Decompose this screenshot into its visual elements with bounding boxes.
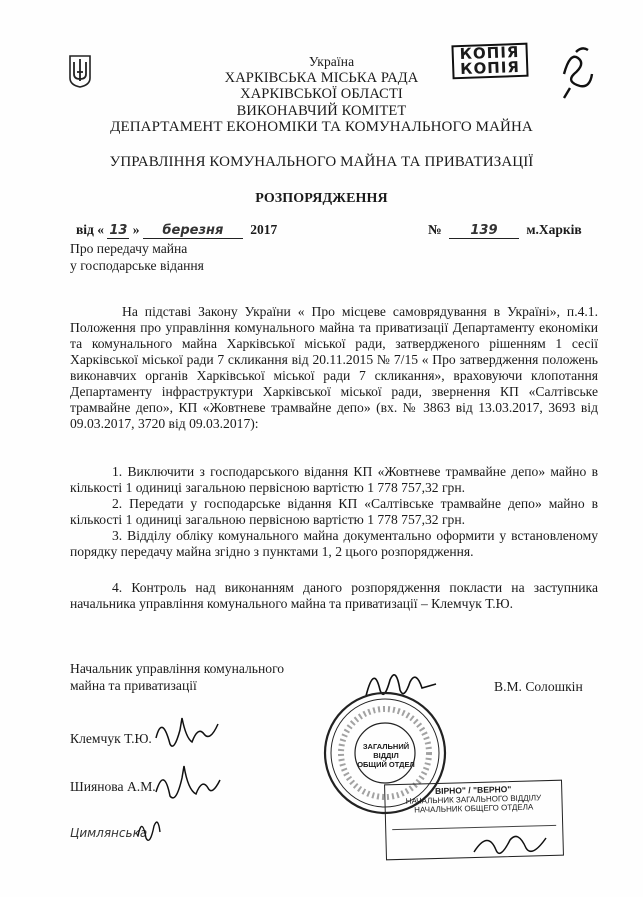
round-stamp-line3: ОБЩИЙ ОТДЕЛ — [357, 760, 415, 769]
date-prefix: від « — [76, 222, 104, 237]
header-division: УПРАВЛІННЯ КОМУНАЛЬНОГО МАЙНА ТА ПРИВАТИЗАЦІЇ — [109, 154, 534, 170]
verified-stamp-line2: НАЧАЛЬНИК ЗАГАЛЬНОГО ВІДДІЛУ — [405, 793, 542, 806]
copy-stamp-line2: КОПІЯ — [459, 57, 521, 79]
round-stamp-line1: ЗАГАЛЬНИЙ — [362, 742, 410, 751]
document-type-title: РОЗПОРЯДЖЕННЯ — [255, 191, 388, 206]
signature-position-line1: Начальник управління комунального — [70, 661, 285, 676]
klemchuk-signature-icon — [152, 708, 222, 754]
date-year: 2017 — [250, 222, 278, 237]
subject-line2: у господарське відання — [70, 258, 204, 273]
date-month: березня — [143, 223, 243, 239]
document-number: 139 — [449, 223, 519, 239]
date-day: 13 — [109, 223, 128, 238]
number-prefix: № — [428, 222, 442, 237]
body-item-4: 4. Контроль над виконанням даного розпорядження покласти на заступника начальника управління комунального майна та приватизації – Клемчук Т.Ю. — [70, 580, 598, 611]
header-council: ХАРКІВСЬКА МІСЬКА РАДА — [224, 70, 419, 86]
date-mid: » — [132, 222, 140, 237]
approval-shiyanova: Шиянова А.М. — [70, 779, 156, 794]
header-country: Україна — [308, 54, 355, 69]
subject-line1: Про передачу майна — [70, 241, 188, 256]
city: м.Харків — [526, 222, 582, 237]
subject — [70, 240, 204, 274]
body-preamble: На підставі Закону України « Про місцеве самоврядування в Україні», п.4.1. Положення про управління комунального майна та приватизації Департаменту економіки та комунального майна Харківської міської ради, затвердженого рішенням 1 сесії Харківської міської ради 7 скликання від 20.11.2015 № 7/15 « Про затвердження положень виконавчих органів Харківської міської ради 7 скликання», враховуючи клопотання Департаменту інфраструктури Харківської міської ради, звернення КП «Салтівське трамвайне депо», КП «Жовтневе трамвайне депо» (вх. № 3863 від 13.03.2017, 3693 від 09.03.2017, 3720 від 09.03.2017): — [70, 304, 598, 431]
copy-stamp — [451, 43, 528, 80]
body-item-2: 2. Передати у господарське відання КП «Салтівське трамвайне депо» майно в кількості 1 одиниці загальною первісною вартістю 1 778 757,32 грн. — [70, 496, 598, 527]
body-item-3: 3. Відділу обліку комунального майна документально оформити у встановленому порядку передачу майна згідно з пунктами 1, 2 цього розпорядження. — [70, 528, 598, 559]
header-department: ДЕПАРТАМЕНТ ЕКОНОМІКИ ТА КОМУНАЛЬНОГО МАЙНА — [110, 119, 533, 135]
date-line — [76, 222, 277, 239]
scribble-mark-icon — [556, 44, 598, 100]
approval-tsymlyanska: Цимлянська — [70, 826, 148, 840]
verified-stamp-line3: НАЧАЛЬНИК ОБЩЕГО ОТДЕЛА — [414, 802, 534, 815]
tsymlyanska-signature-icon — [134, 812, 164, 848]
verified-stamp-line1: ВІРНО" / "ВЕРНО" — [434, 784, 512, 797]
body-item-1: 1. Виключити з господарського відання КП «Жовтневе трамвайне депо» майно в кількості 1 одиниці загальною первісною вартістю 1 778 757,32 грн. — [70, 464, 598, 495]
verified-signature-icon — [470, 828, 550, 862]
header-committee: ВИКОНАВЧИЙ КОМІТЕТ — [236, 103, 407, 119]
round-stamp-line2: ВІДДІЛ — [373, 751, 399, 760]
signatory-name: В.М. Солошкін — [494, 679, 583, 694]
header-region: ХАРКІВСЬКОЇ ОБЛАСТІ — [240, 86, 403, 102]
number-line — [428, 222, 582, 239]
shiyanova-signature-icon — [152, 758, 222, 806]
copy-stamp-line1: КОПІЯ — [459, 42, 520, 64]
signature-position — [70, 660, 284, 694]
signature-position-line2: майна та приватизації — [70, 678, 197, 693]
approval-klemchuk: Клемчук Т.Ю. — [70, 731, 152, 746]
round-stamp-center — [356, 742, 416, 769]
